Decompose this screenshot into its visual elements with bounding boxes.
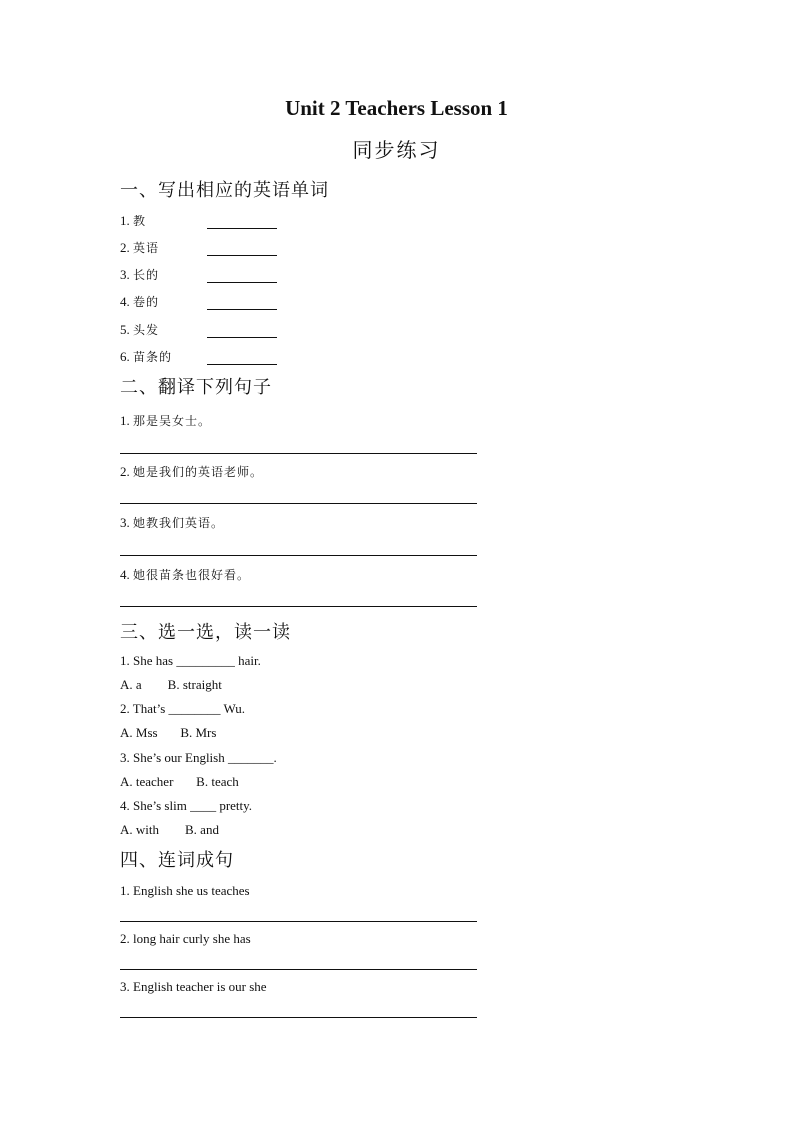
- list-item: 3. English teacher is our she: [120, 979, 267, 994]
- list-item: 5. 头发: [120, 322, 160, 337]
- list-item: 1. 教: [120, 213, 147, 228]
- options-line: A. teacher B. teach: [120, 774, 239, 789]
- page-subtitle: 同步练习: [352, 138, 441, 162]
- list-item: 6. 苗条的: [120, 349, 173, 364]
- list-item: 2. 英语: [120, 240, 160, 255]
- answer-line[interactable]: [120, 555, 477, 556]
- question-line: 4. She’s slim ____ pretty.: [120, 798, 253, 813]
- list-item: 3. 她教我们英语。: [120, 515, 225, 530]
- list-item: 1. English she us teaches: [120, 883, 250, 898]
- answer-blank[interactable]: [207, 282, 277, 283]
- options-line: A. a B. straight: [120, 677, 222, 692]
- list-item: 1. 那是吴女士。: [120, 413, 212, 428]
- answer-line[interactable]: [120, 1017, 477, 1018]
- answer-blank[interactable]: [207, 337, 277, 338]
- answer-line[interactable]: [120, 503, 477, 504]
- question-line: 2. That’s ________ Wu.: [120, 701, 246, 716]
- section-3-heading: 三、选一选，读一读: [120, 622, 291, 643]
- answer-line[interactable]: [120, 453, 477, 454]
- question-line: 1. She has _________ hair.: [120, 653, 261, 668]
- list-item: 3. 长的: [120, 267, 160, 282]
- answer-blank[interactable]: [207, 255, 277, 256]
- answer-blank[interactable]: [207, 228, 277, 229]
- answer-blank[interactable]: [207, 309, 277, 310]
- page-title: Unit 2 Teachers Lesson 1: [285, 96, 508, 120]
- list-item: 2. 她是我们的英语老师。: [120, 464, 264, 479]
- answer-line[interactable]: [120, 969, 477, 970]
- list-item: 4. 她很苗条也很好看。: [120, 567, 251, 582]
- options-line: A. with B. and: [120, 822, 219, 837]
- section-4-heading: 四、连词成句: [120, 850, 234, 871]
- section-1-heading: 一、写出相应的英语单词: [120, 180, 329, 201]
- list-item: 2. long hair curly she has: [120, 931, 251, 946]
- options-line: A. Mss B. Mrs: [120, 725, 217, 740]
- answer-line[interactable]: [120, 921, 477, 922]
- list-item: 4. 卷的: [120, 294, 160, 309]
- section-2-heading: 二、翻译下列句子: [120, 377, 272, 398]
- answer-blank[interactable]: [207, 364, 277, 365]
- question-line: 3. She’s our English _______.: [120, 750, 277, 765]
- answer-line[interactable]: [120, 606, 477, 607]
